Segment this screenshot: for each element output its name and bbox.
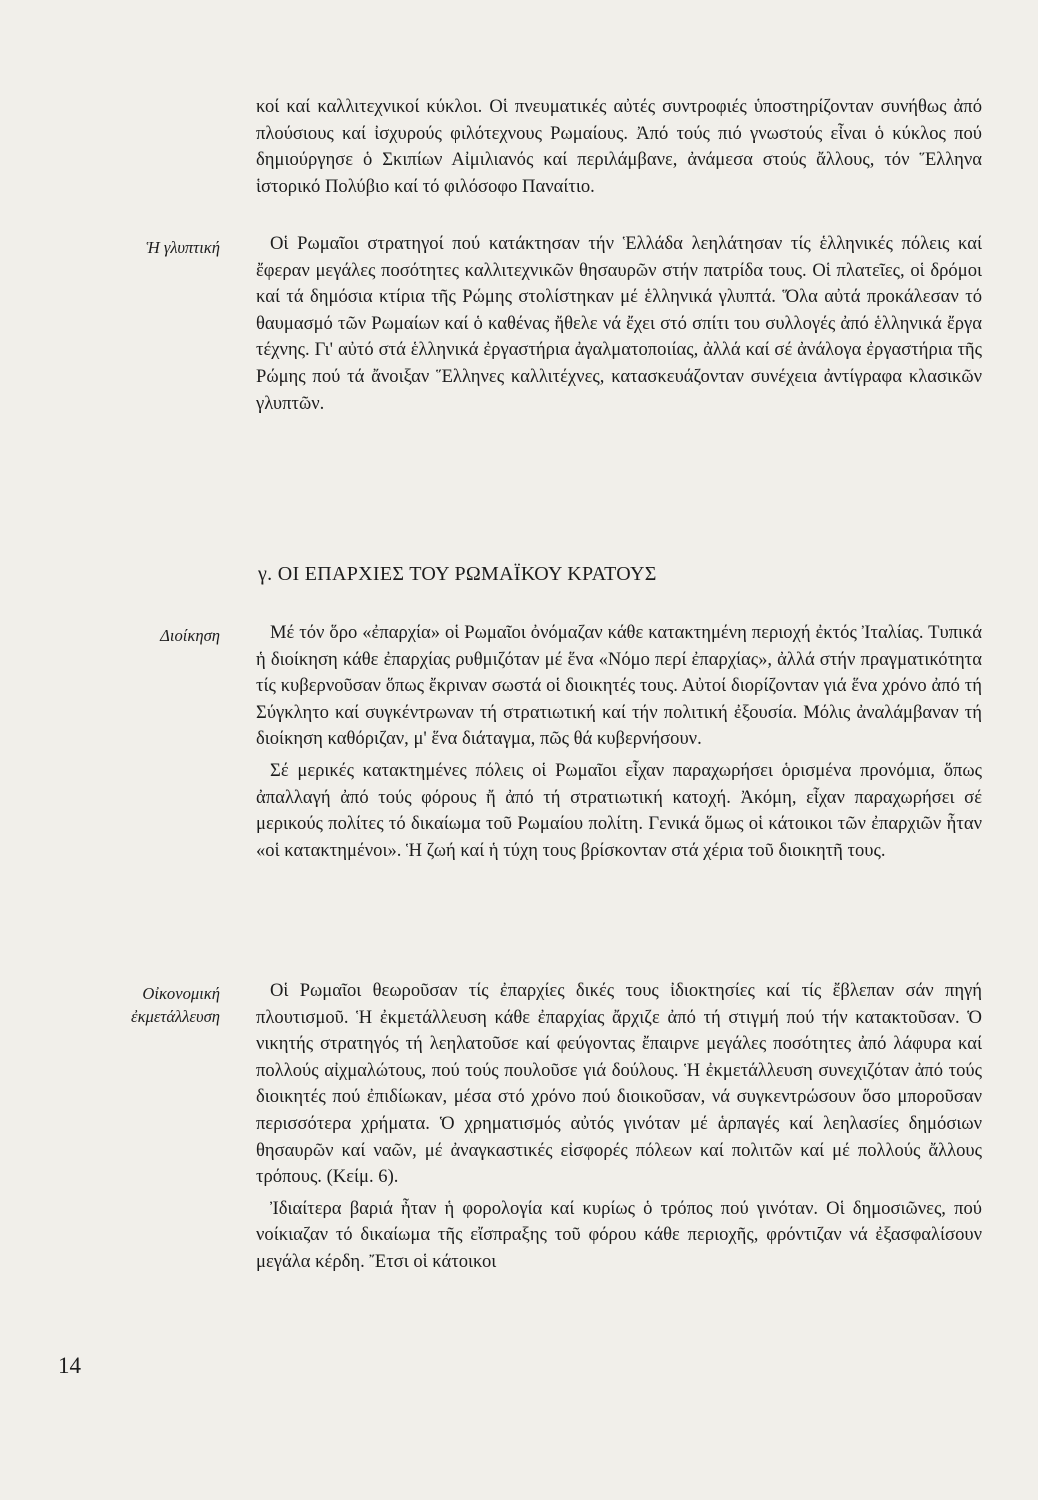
margin-note-text: Διοίκηση — [160, 626, 220, 645]
margin-note-economic-exploitation — [70, 982, 220, 1028]
margin-note-line: ἐκμετάλλευση — [131, 1007, 220, 1026]
margin-note-text: Ἡ γλυπτική — [146, 238, 220, 257]
paragraph-text: Οἱ Ρωμαῖοι θεωροῦσαν τίς ἐπαρχίες δικές τους ἰδιοκτησίες καί τίς ἔβλεπαν σάν πηγή πλουτισμοῦ. Ἡ ἐκμετάλλευση κάθε ἐπαρχίας ἄρχιζε ἀπό τή στιγμή πού τήν κατακτοῦσαν. Ὁ νικητής στρατηγός τή λεηλατοῦσε καί φεύγοντας ἔπαιρνε μεγάλες ποσότητες ἀπό λάφυρα καί πολλούς αἰχμαλώτους, πού τούς πουλοῦσε γιά δούλους. Ἡ ἐκμετάλλευση συνεχιζόταν ἀπό τούς διοικητές πού ἐπιδίωκαν, μέσα στό χρόνο πού διοικοῦσαν, νά συγκεντρώσουν ὅσο μποροῦσαν περισσότερα χρήματα. Ὁ χρηματισμός αὐτός γινόταν μέ ἁρπαγές καί λεηλασίες δημόσιων θησαυρῶν καί ναῶν, μέ ἀναγκαστικές εἰσφορές πόλεων καί πολιτῶν καί μέ πολλούς ἄλλους τρόπους. (Κείμ. 6). — [256, 980, 982, 1188]
paragraph-text: Σέ μερικές κατακτημένες πόλεις οἱ Ρωμαῖοι εἶχαν παραχωρήσει ὁρισμένα προνόμια, ὅπως ἀπαλλαγή ἀπό τούς φόρους ἤ ἀπό τή στρατιωτική κατοχή. Ἀκόμη, εἶχαν παραχωρήσει σέ μερικούς πολίτες τό δικαίωμα τοῦ Ρωμαίου πολίτη. Γενικά ὅμως οἱ κάτοικοι τῶν ἐπαρχιῶν ἦταν «οἱ κατακτημένοι». Ἡ ζωή καί ἡ τύχη τους βρίσκονταν στά χέρια τοῦ διοικητῆ τους. — [256, 759, 982, 861]
page-number: 14 — [58, 1353, 81, 1378]
section-heading: γ. ΟΙ ΕΠΑΡΧΙΕΣ ΤΟΥ ΡΩΜΑΪΚΟΥ ΚΡΑΤΟΥΣ — [258, 563, 657, 585]
paragraph-intellectual-circles — [256, 94, 982, 200]
paragraph-text: κοί καί καλλιτεχνικοί κύκλοι. Οἱ πνευματικές αὐτές συντροφιές ὑποστηρίζονταν συνήθως ἀπό πλούσιους καί ἰσχυρούς φιλότεχνους Ρωμαίους. Ἀπό τούς πιό γνωστούς εἶναι ὁ κύκλος πού δημιούργησε ὁ Σκιπίων Αἰμιλιανός καί περιλάμβανε, ἀνάμεσα στούς ἄλλους, τόν Ἕλληνα ἱστορικό Πολύβιο καί τό φιλόσοφο Παναίτιο. — [256, 96, 982, 197]
paragraph-text: Οἱ Ρωμαῖοι στρατηγοί πού κατάκτησαν τήν Ἑλλάδα λεηλάτησαν τίς ἑλληνικές πόλεις καί ἔφεραν μεγάλες ποσότητες καλλιτεχνικῶν θησαυρῶν στήν πατρίδα τους. Οἱ πλατεῖες, οἱ δρόμοι καί τά δημόσια κτίρια τῆς Ρώμης στολίστηκαν μέ ἑλληνικά γλυπτά. Ὅλα αὐτά προκάλεσαν τό θαυμασμό τῶν Ρωμαίων καί ὁ καθένας ἤθελε νά ἔχει στό σπίτι του συλλογές ἀπό ἑλληνικά ἔργα τέχνης. Γι' αὐτό στά ἑλληνικά ἐργαστήρια ἀγαλματοποιίας, ἀλλά καί σέ ἀνάλογα ἐργαστήρια τῆς Ρώμης πού τά ἄνοιξαν Ἕλληνες καλλιτέχνες, κατασκευάζονταν συνέχεια ἀντίγραφα κλασικῶν γλυπτῶν. — [256, 233, 982, 414]
margin-note-administration — [70, 624, 220, 647]
paragraph-text: Μέ τόν ὅρο «ἐπαρχία» οἱ Ρωμαῖοι ὀνόμαζαν κάθε κατακτημένη περιοχή ἐκτός Ἰταλίας. Τυπικά ἡ διοίκηση κάθε ἐπαρχίας ρυθμιζόταν μέ ἕνα «Νόμο περί ἐπαρχίας», ἀλλά στήν πραγματικότητα τίς κυβερνοῦσαν ὅπως ἔκριναν σωστά οἱ διοικητές τους. Αὐτοί διορίζονταν γιά ἕνα χρόνο ἀπό τή Σύγκλητο καί συγκέντρωναν τή στρατιωτική καί τήν πολιτική ἐξουσία. Μόλις ἀναλάμβαναν τή διοίκηση καθόριζαν, μ' ἕνα διάταγμα, πῶς θά κυβερνήσουν. — [256, 622, 982, 750]
paragraph-administration — [256, 620, 982, 864]
paragraph-text: Ἰδιαίτερα βαριά ἦταν ἡ φορολογία καί κυρίως ὁ τρόπος πού γινόταν. Οἱ δημοσιῶνες, πού νοίκιαζαν τό δικαίωμα τῆς εἴσπραξης τοῦ φόρου κάθε περιοχῆς, φρόντιζαν νά ἐξασφαλίσουν μεγάλα κέρδη. Ἔτσι οἱ κάτοικοι — [256, 1197, 982, 1272]
paragraph-economic-exploitation — [256, 978, 982, 1276]
paragraph-sculpture — [256, 231, 982, 417]
margin-note-line: Οἰκονομική — [142, 984, 220, 1003]
margin-note-sculpture — [70, 236, 220, 259]
